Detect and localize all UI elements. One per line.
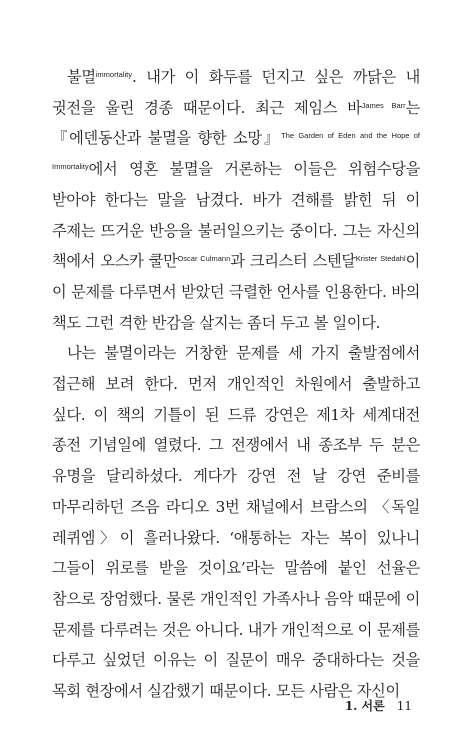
text-run: 에서 영혼 불멸을 거론하는 이들은 위험수당을 받아야 한다는 말을 남겼다. 바가 견해를 밝힌 뒤 이 주제는 뜨거운 반응을 불러일으키는 중이다. 그는 자신의 책에서 오스카 쿨만: [52, 160, 420, 271]
page-number: 11: [396, 699, 412, 713]
original-term-gloss: The Garden of Eden and the Hope of Immortality: [52, 131, 421, 172]
original-term-gloss: immortality: [95, 70, 133, 79]
text-run: 과 크리스터 스텐달: [230, 252, 356, 271]
text-run: 는 『에덴동산과 불멸을 향한 소망』: [52, 98, 420, 148]
text-run: 불멸: [67, 68, 96, 86]
running-header-chapter: 1. 서론: [344, 699, 385, 713]
text-run: . 내가 이 화두를 던지고 싶은 까닭은 내 귓전을 울린 경종 때문이다. 최근 제임스 바: [52, 68, 420, 117]
paragraph: [52, 338, 420, 706]
original-term-gloss: Oscar Culmann: [177, 254, 231, 264]
paragraph: [52, 62, 420, 338]
text-run: 나는 불멸이라는 거창한 문제를 세 가지 출발점에서 접근해 보려 한다. 먼저 개인적인 차원에서 출발하고 싶다. 이 책의 기틀이 된 드류 강연은 제1차 세계대전 종전 기념일에 열렸다. 그 전쟁에서 내 종조부 두 분은 유명을 달리하셨다. 게다가 강연 전 날 강연 준비를 마무리하던 즈음 라디오 3번 채널에서 브람스의 〈독일 레퀴엠〉이 흘러나왔다. ‘애통하는 자는 복이 있나니 그들이 위로를 받을 것이요’라는 말씀에 붙인 선율은 참으로 장엄했다. 물론 개인적인 가족사나 음악 때문에 이 문제를 다루려는 것은 아니다. 내가 개인적으로 이 문제를 다루고 싶었던 이유는 이 질문이 매우 중대하다는 것을 목회 현장에서 실감했기 때문이다. 모든 사람은 자신이: [52, 344, 420, 701]
page-footer: [345, 697, 412, 714]
original-term-gloss: Krister Stedahl: [355, 254, 406, 264]
body-text: [52, 62, 420, 707]
original-term-gloss: James Barr: [361, 100, 406, 110]
text-run: 이 이 문제를 다루면서 받았던 극렬한 언사를 인용한다. 바의 책도 그런 격한 반감을 살지는 좀더 두고 볼 일이다.: [52, 252, 420, 332]
